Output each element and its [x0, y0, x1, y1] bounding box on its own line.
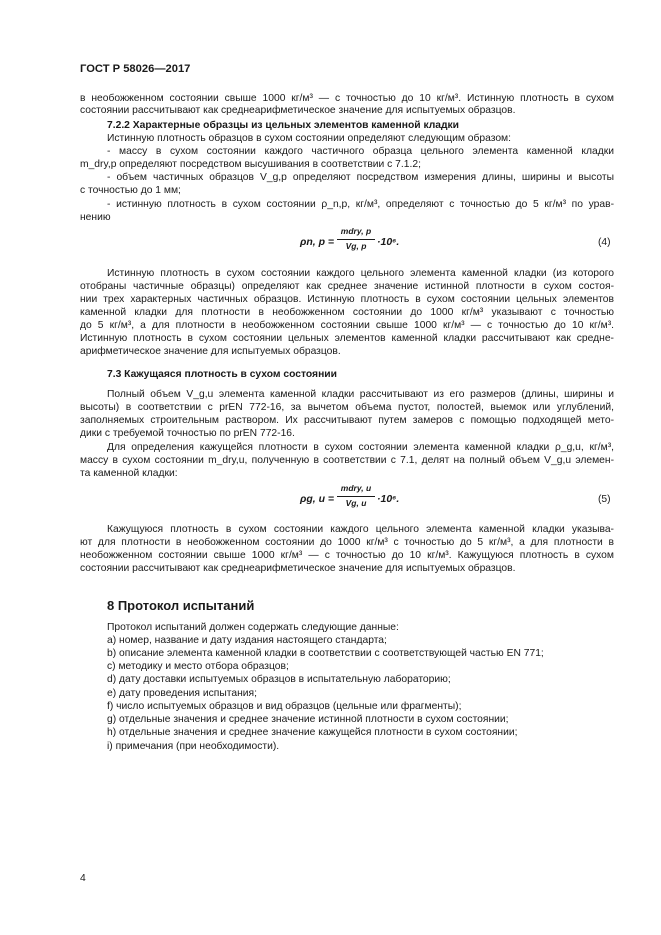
text-line: в необожженном состоянии свыше 1000 кг/м³ — с точностью до 10 кг/м³. Истинную плотность в сухом: [80, 93, 614, 104]
text-line: нии трех характерных частичных образцов. Истинную плотность в сухом состоянии цельных элементов: [80, 294, 614, 305]
fraction-bar: [337, 239, 375, 240]
fraction-bar: [337, 496, 375, 497]
text-line: дики с требуемой точностью по prEN 772-16.: [80, 428, 295, 439]
list-item: е) дату проведения испытания;: [107, 688, 257, 699]
text-line: та каменной кладки:: [80, 468, 178, 479]
equation-denominator: Vg, u: [345, 498, 367, 508]
text-line: - объем частичных образцов V_g,p определяют посредством измерения длины, ширины и высоты: [107, 172, 614, 183]
text-line: заполняемых строительным раствором. Их рассчитывают путем замеров с помощью подходящей мето-: [80, 415, 614, 426]
list-item: i) примечания (при необходимости).: [107, 741, 280, 752]
list-item: h) отдельные значения и среднее значение кажущейся плотности в сухом состоянии;: [107, 727, 518, 738]
text-line: арифметическое значение для испытуемых образцов.: [80, 346, 341, 357]
text-line: Истинную плотность в сухом состоянии цельных элементов каменной кладки рассчитывают как средне-: [80, 333, 614, 344]
list-item: b) описание элемента каменной кладки в соответствии с соответствующей частью EN 771;: [107, 648, 544, 659]
subsection-heading-7-2-2: 7.2.2 Характерные образцы из цельных элементов каменной кладки: [107, 120, 460, 131]
text-line: Полный объем V_g,u элемента каменной кладки рассчитывают из его размеров (длины, ширины и: [107, 389, 614, 400]
text-line: до 5 кг/м³, а для плотности в необожженном состоянии свыше 1000 кг/м³ — с точностью до 10 кг/м³.: [80, 320, 614, 331]
equation-numerator: mdry, u: [340, 483, 372, 493]
text-line: высоты) в соответствии с prEN 772-16, за вычетом объема пустот, полостей, выемок или углублений,: [80, 402, 614, 413]
text-line: - массу в сухом состоянии каждого частичного образца цельного элемента каменной кладки: [107, 146, 614, 157]
text-line: Истинную плотность в сухом состоянии каждого цельного элемента каменной кладки (из которого: [107, 268, 614, 279]
text-line: с точностью до 1 мм;: [80, 185, 181, 196]
equation-rhs: ·10⁶.: [377, 493, 400, 505]
equation-lhs: ρg, u =: [300, 493, 335, 505]
section-heading-8: 8 Протокол испытаний: [107, 598, 255, 613]
subsection-heading-7-3: 7.3 Кажущаяся плотность в сухом состоянии: [107, 369, 337, 380]
list-item: d) дату доставки испытуемых образцов в испытательную лабораторию;: [107, 674, 451, 685]
equation-lhs: ρn, p =: [300, 236, 335, 248]
text-line: m_dry,p определяют посредством высушивания в соответствии с 7.1.2;: [80, 159, 421, 170]
text-line: необожженном состоянии свыше 1000 кг/м³ — с точностью до 10 кг/м³. Кажущуюся плотность в сухом: [80, 550, 614, 561]
equation-denominator: Vg, p: [345, 241, 367, 251]
text-line: нению: [80, 212, 111, 223]
text-line: состоянии рассчитывают как среднеарифметическое значение для испытуемых образцов.: [80, 563, 516, 574]
text-line: Кажущуюся плотность в сухом состоянии каждого цельного элемента каменной кладки указыва-: [107, 524, 614, 535]
equation-numerator: mdry, p: [340, 226, 372, 236]
equation-rhs: ·10⁶.: [377, 236, 400, 248]
list-item: а) номер, название и дату издания настоящего стандарта;: [107, 635, 387, 646]
list-item: f) число испытуемых образцов и вид образцов (цельные или фрагменты);: [107, 701, 462, 712]
text-line: Для определения кажущейся плотности в сухом состоянии элемента каменной кладки ρ_g,u, кг/м³,: [107, 442, 614, 453]
text-line: отобраны частичные образцы) определяют как среднее значение истинной плотности в сухом состоя-: [80, 281, 614, 292]
text-line: состоянии рассчитывают как среднеарифметическое значение для испытуемых образцов.: [80, 105, 516, 116]
equation-number: (5): [598, 494, 611, 505]
text-line: Истинную плотность образцов в сухом состоянии определяют следующим образом:: [107, 133, 511, 144]
list-item: g) отдельные значения и среднее значение истинной плотности в сухом состоянии;: [107, 714, 509, 725]
page-number: 4: [80, 873, 86, 884]
text-line: - истинную плотность в сухом состоянии ρ_n,p, кг/м³, определяют с точностью до 5 кг/м³ по урав-: [107, 199, 614, 210]
text-line: ют для плотности в необожженном состоянии до 1000 кг/м³ с точностью до 5 кг/м³, а для плотности в: [80, 537, 614, 548]
document-header: ГОСТ Р 58026—2017: [80, 63, 191, 75]
text-line: каменной кладки для плотности в необожженном состоянии до 1000 кг/м³ указывают с точностью: [80, 307, 614, 318]
list-item: c) методику и место отбора образцов;: [107, 661, 289, 672]
text-line: массу в сухом состоянии m_dry,u, полученную в соответствии с 7.1, делят на полный объем V_g,u элемен-: [80, 455, 614, 466]
text-line: Протокол испытаний должен содержать следующие данные:: [107, 622, 399, 633]
equation-number: (4): [598, 237, 611, 248]
